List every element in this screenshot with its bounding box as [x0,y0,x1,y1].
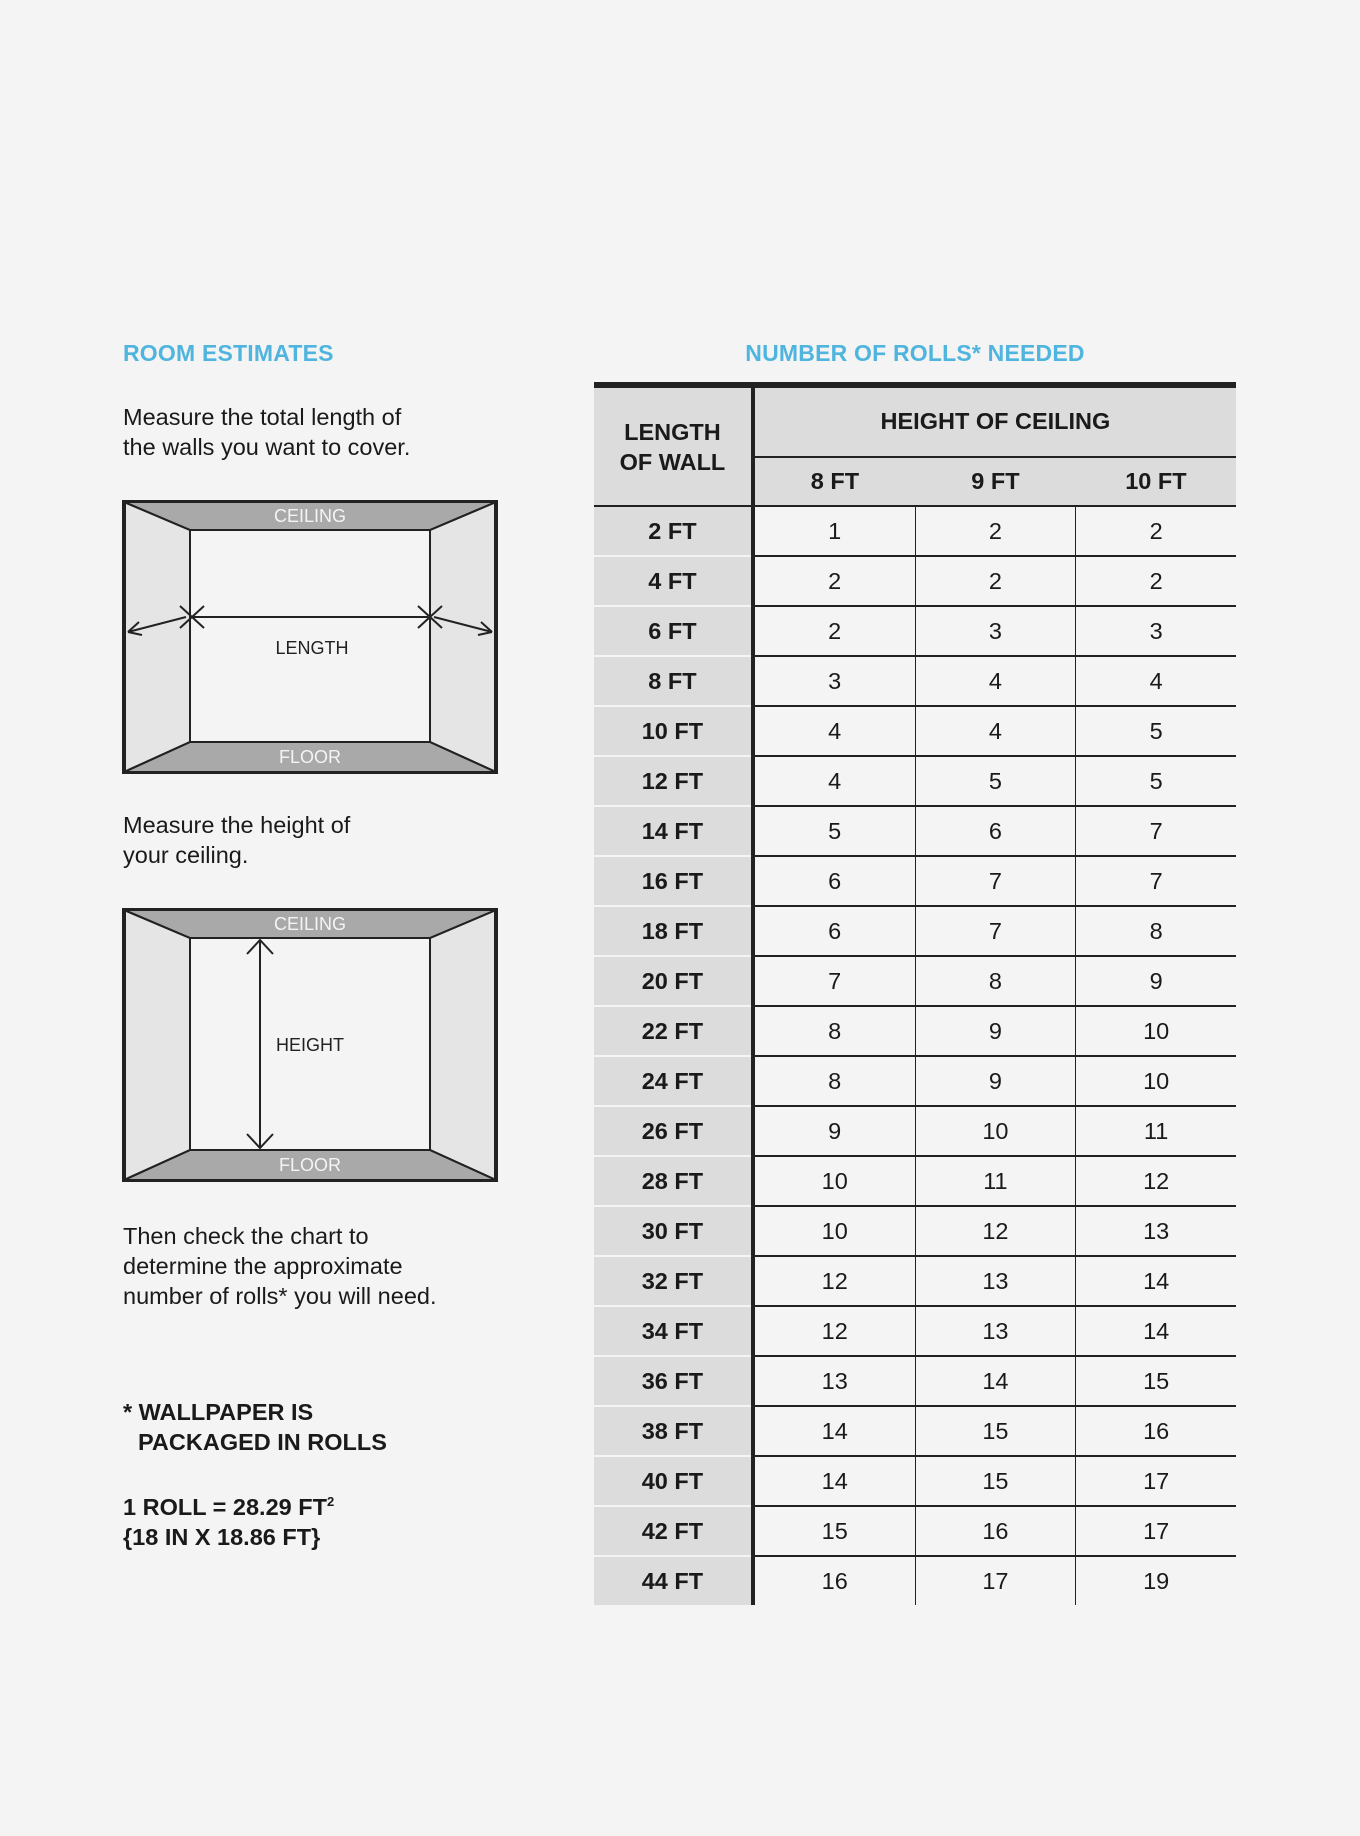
wall-length-cell: 34 FT [594,1306,753,1356]
note-line-1: * WALLPAPER IS [123,1399,314,1425]
table-row [594,806,1236,856]
rolls-value-cell: 6 [753,906,915,956]
roll-size-info [123,1487,334,1552]
rolls-value-cell: 11 [1076,1106,1236,1156]
rolls-value-cell: 13 [1076,1206,1236,1256]
table-row [594,906,1236,956]
table-row [594,1056,1236,1106]
wall-length-cell: 4 FT [594,556,753,606]
rolls-value-cell: 9 [753,1106,915,1156]
rolls-value-cell: 5 [1076,706,1236,756]
rolls-value-cell: 17 [915,1556,1076,1605]
rolls-value-cell: 14 [753,1456,915,1506]
roll-area-exponent: 2 [326,1494,335,1509]
rolls-value-cell: 6 [915,806,1076,856]
table-row [594,606,1236,656]
rolls-value-cell: 17 [1076,1506,1236,1556]
rolls-value-cell: 2 [753,606,915,656]
wall-length-cell: 20 FT [594,956,753,1006]
table-row [594,506,1236,556]
rolls-value-cell: 7 [1076,806,1236,856]
rolls-value-cell: 15 [915,1406,1076,1456]
rolls-value-cell: 14 [1076,1256,1236,1306]
rolls-value-cell: 15 [1076,1356,1236,1406]
rolls-value-cell: 14 [753,1406,915,1456]
roll-dimensions: {18 IN X 18.86 FT} [123,1524,321,1550]
wall-length-cell: 16 FT [594,856,753,906]
wall-length-cell: 6 FT [594,606,753,656]
length-of-wall-header: LENGTH OF WALL [594,385,753,506]
rolls-table [594,382,1236,1605]
table-row [594,1156,1236,1206]
rolls-value-cell: 13 [915,1256,1076,1306]
floor-label: FLOOR [278,747,342,767]
wall-length-cell: 42 FT [594,1506,753,1556]
rolls-value-cell: 8 [915,956,1076,1006]
wall-length-cell: 12 FT [594,756,753,806]
rolls-value-cell: 3 [915,606,1076,656]
wall-length-cell: 8 FT [594,656,753,706]
rolls-value-cell: 12 [753,1306,915,1356]
rolls-value-cell: 16 [753,1556,915,1605]
rolls-value-cell: 8 [753,1056,915,1106]
ceiling-label: CEILING [273,914,347,934]
rolls-value-cell: 5 [1076,756,1236,806]
step-measure-height: Measure the height of your ceiling. [123,812,351,868]
wall-length-cell: 30 FT [594,1206,753,1256]
rolls-value-cell: 11 [915,1156,1076,1206]
step-measure-length: Measure the total length of the walls you want to cover. [123,404,411,460]
rolls-value-cell: 3 [753,656,915,706]
rolls-value-cell: 2 [915,506,1076,556]
rolls-value-cell: 6 [753,856,915,906]
rolls-value-cell: 10 [753,1156,915,1206]
rolls-value-cell: 4 [915,706,1076,756]
height-label: HEIGHT [275,1035,345,1055]
rolls-value-cell: 4 [753,706,915,756]
table-row [594,1306,1236,1356]
table-row [594,656,1236,706]
rolls-value-cell: 17 [1076,1456,1236,1506]
wall-length-cell: 32 FT [594,1256,753,1306]
rolls-value-cell: 13 [915,1306,1076,1356]
room-estimates-title: ROOM ESTIMATES [123,340,334,366]
table-row [594,706,1236,756]
rolls-value-cell: 9 [1076,956,1236,1006]
rolls-value-cell: 15 [753,1506,915,1556]
table-row [594,856,1236,906]
table-row [594,1506,1236,1556]
rolls-value-cell: 12 [915,1206,1076,1256]
wall-length-cell: 38 FT [594,1406,753,1456]
table-row [594,1406,1236,1456]
wall-length-cell: 44 FT [594,1556,753,1605]
rolls-value-cell: 19 [1143,1567,1170,1594]
rolls-value-cell: 10 [1076,1056,1236,1106]
floor-label: FLOOR [278,1155,342,1175]
length-label: LENGTH [275,638,349,658]
rolls-value-cell: 7 [915,906,1076,956]
wall-length-cell: 26 FT [594,1106,753,1156]
rolls-value-cell: 10 [1076,1006,1236,1056]
table-row [594,1006,1236,1056]
wall-length-cell: 10 FT [594,706,753,756]
column-header: 10 FT [1076,457,1236,506]
height-of-ceiling-header: HEIGHT OF CEILING [753,385,1236,457]
table-row [594,956,1236,1006]
rolls-value-cell: 7 [1076,856,1236,906]
room-length-diagram [120,498,500,778]
rolls-value-cell: 16 [915,1506,1076,1556]
column-header: 8 FT [753,457,915,506]
rolls-value-cell: 5 [753,806,915,856]
table-row [594,756,1236,806]
rolls-value-cell: 9 [915,1056,1076,1106]
table-row [594,1456,1236,1506]
wall-length-cell: 36 FT [594,1356,753,1406]
rolls-value-cell: 12 [753,1256,915,1306]
wall-length-cell: 28 FT [594,1156,753,1206]
rolls-value-cell: 5 [915,756,1076,806]
rolls-value-cell: 1 [753,506,915,556]
table-row [594,1356,1236,1406]
rolls-value-cell: 2 [1076,506,1236,556]
wall-length-cell: 14 FT [594,806,753,856]
rolls-value-cell: 16 [1076,1406,1236,1456]
table-row [594,1206,1236,1256]
rolls-table-body [594,506,1236,1605]
wall-length-cell: 18 FT [594,906,753,956]
packaging-note [123,1397,387,1457]
rolls-value-cell: 12 [1076,1156,1236,1206]
ceiling-label: CEILING [273,506,347,526]
wall-length-cell: 22 FT [594,1006,753,1056]
rolls-value-cell: 9 [915,1006,1076,1056]
rolls-value-cell: 2 [915,556,1076,606]
rolls-value-cell: 14 [1076,1306,1236,1356]
rolls-value-cell: 4 [1076,656,1236,706]
rolls-value-cell: 2 [1076,556,1236,606]
roll-area: 1 ROLL = 28.29 FT [123,1494,327,1520]
room-height-diagram [120,906,500,1186]
rolls-value-cell: 8 [753,1006,915,1056]
step-check-chart: Then check the chart to determine the approximate number of rolls* you will need. [123,1223,437,1309]
wall-length-cell: 24 FT [594,1056,753,1106]
wall-length-cell: 2 FT [594,506,753,556]
rolls-value-cell: 7 [915,856,1076,906]
rolls-value-cell: 14 [915,1356,1076,1406]
rolls-value-cell: 4 [915,656,1076,706]
rolls-value-cell: 2 [753,556,915,606]
wall-length-cell: 40 FT [594,1456,753,1506]
rolls-value-cell: 7 [753,956,915,1006]
rolls-value-cell: 3 [1076,606,1236,656]
room-estimates-section [123,340,593,1550]
table-row [594,1256,1236,1306]
rolls-value-cell: 15 [915,1456,1076,1506]
rolls-value-cell: 10 [915,1106,1076,1156]
rolls-value-cell: 13 [753,1356,915,1406]
rolls-value-cell: 8 [1076,906,1236,956]
note-line-2: PACKAGED IN ROLLS [138,1429,387,1455]
rolls-value-cell: 4 [753,756,915,806]
rolls-needed-title: NUMBER OF ROLLS* NEEDED [745,340,1085,366]
column-header: 9 FT [915,457,1076,506]
table-row [594,556,1236,606]
table-row [594,1556,1236,1605]
rolls-value-cell: 10 [753,1206,915,1256]
table-row [594,1106,1236,1156]
